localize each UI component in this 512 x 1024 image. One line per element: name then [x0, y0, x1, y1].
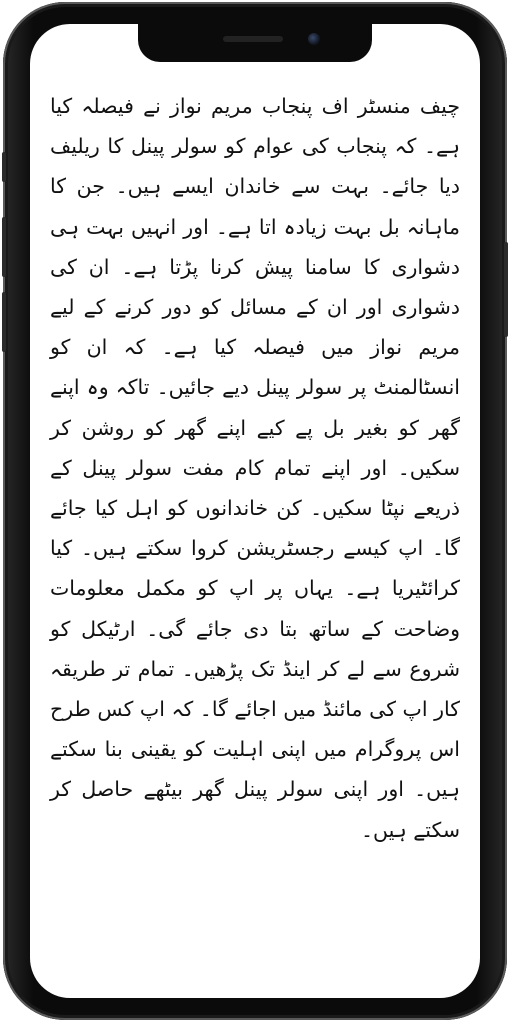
article-text: چیف منسٹر اف پنجاب مریم نواز نے فیصلہ کیا ہے۔ کہ پنجاب کی عوام کو سولر پینل کا ریلیف دیا جائے۔ بہت سے خاندان ایسے ہیں۔ جن کا ماہانہ بل بہت زیادہ اتا ہے۔ اور انہیں بہت ہی دشواری کا سامنا پیش کرنا پڑتا ہے۔ ان کی دشواری اور ان کے مسائل کو دور کرنے کے لیے مریم نواز میں فیصلہ کیا ہے۔ کہ ان کو انسٹالمنٹ پر سولر پینل دیے جائیں۔ تاکہ وہ اپنے گھر کو بغیر بل پے کیے اپنے گھر کو روشن کر سکیں۔ اور اپنے تمام کام مفت سولر پینل کے ذریعے نپٹا سکیں۔ کن خاندانوں کو اہل کیا جائے گا۔ اپ کیسے رجسٹریشن کروا سکتے ہیں۔ کیا کرائٹیریا ہے۔ یہاں پر اپ کو مکمل معلومات وضاحت کے ساتھ بتا دی جائے گی۔ ارٹیکل کو شروع سے لے کر اینڈ تک پڑھیں۔ تمام تر طریقہ کار اپ کی مائنڈ میں اجائے گا۔ کہ اپ کس طرح اس پروگرام میں اپنی اہلیت کو یقینی بنا سکتے ہیں۔ اور اپنی سولر پینل گھر بیٹھے حاصل کر سکتے ہیں۔	[50, 94, 460, 842]
speaker-icon	[223, 36, 283, 42]
silent-switch	[2, 152, 6, 182]
phone-frame	[3, 2, 507, 1020]
camera-icon	[308, 33, 320, 45]
volume-up-button	[2, 217, 6, 277]
notch	[138, 24, 372, 62]
volume-down-button	[2, 292, 6, 352]
phone-screen[interactable]	[30, 24, 480, 998]
power-button	[504, 242, 508, 337]
